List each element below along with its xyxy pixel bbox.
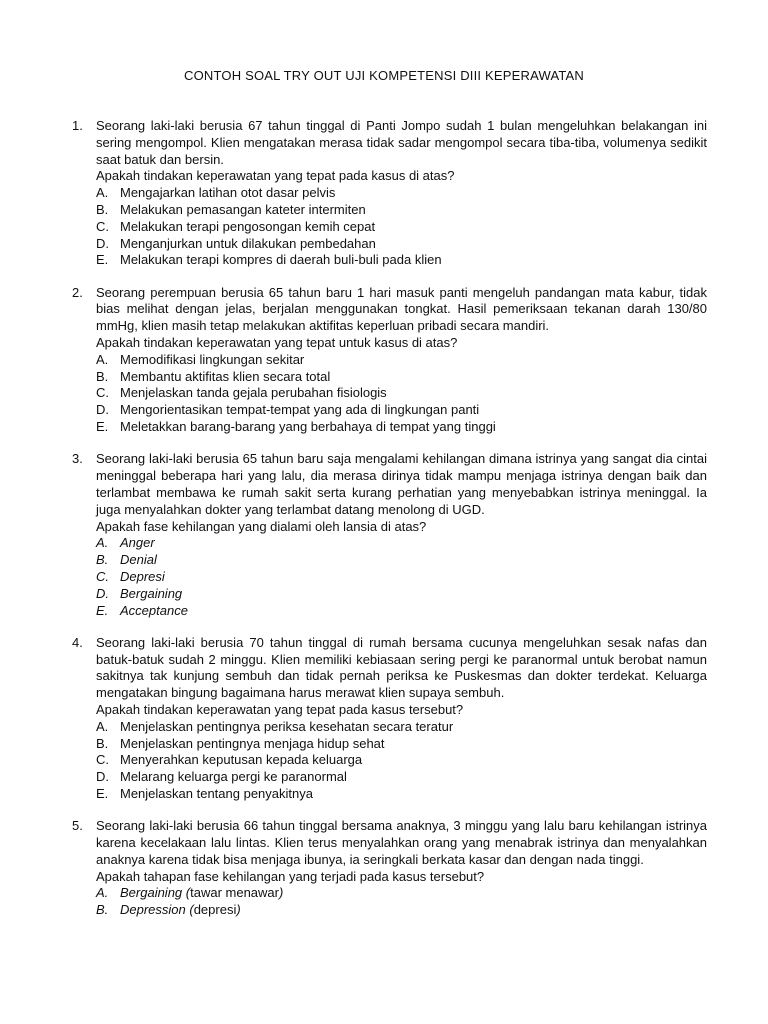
option-letter: C. — [96, 385, 109, 401]
option-text: Denial — [120, 552, 157, 568]
option-text: Anger — [120, 535, 155, 551]
question-stem: Seorang laki-laki berusia 67 tahun tinggal di Panti Jompo sudah 1 bulan mengeluhkan belakangan ini sering mengompol. Klien mengatakan merasa tidak sadar mengompol secara tiba-tiba, volumenya sedikit saat batuk dan bersin. — [96, 118, 707, 167]
option-letter: A. — [96, 185, 109, 201]
option-c — [96, 219, 707, 236]
option-letter: A. — [96, 885, 109, 901]
option-a — [96, 185, 707, 202]
option-b — [96, 552, 707, 569]
option-a — [96, 885, 707, 902]
option-letter: D. — [96, 585, 109, 601]
option-letter: E. — [96, 252, 109, 268]
option-text: Menyerahkan keputusan kepada keluarga — [120, 752, 363, 768]
option-text: Acceptance — [120, 602, 188, 618]
option-text: Bergaining ( — [120, 885, 191, 901]
option-text: Depression ( — [120, 902, 194, 918]
option-a — [96, 719, 707, 736]
option-b — [96, 369, 707, 386]
option-letter: D. — [96, 402, 109, 418]
question-number: 2. — [72, 284, 83, 300]
question-number: 1. — [72, 118, 83, 133]
option-close: ) — [236, 902, 241, 918]
question-prompt: Apakah tindakan keperawatan yang tepat untuk kasus di atas? — [96, 335, 458, 351]
option-e — [96, 419, 707, 436]
option-a — [96, 352, 707, 369]
option-text: Melakukan pemasangan kateter intermiten — [120, 201, 366, 217]
option-letter: B. — [96, 552, 109, 568]
option-text: Menjelaskan tanda gejala perubahan fisiologis — [120, 385, 387, 401]
option-letter: B. — [96, 201, 109, 217]
option-letter: C. — [96, 568, 109, 584]
option-letter: B. — [96, 902, 109, 918]
option-letter: E. — [96, 419, 109, 435]
option-d — [96, 236, 707, 253]
option-letter: D. — [96, 769, 109, 785]
option-note: tawar menawar — [190, 885, 279, 901]
option-d — [96, 769, 707, 786]
option-close: ) — [278, 885, 284, 901]
question-stem: Seorang laki-laki berusia 66 tahun tinggal bersama anaknya, 3 minggu yang lalu baru kehilangan istrinya karena kecelakaan lalu lintas. Klien terus menyalahkan orang yang menabrak istrinya dan menyalahkan anaknya karena tidak bisa menjaga ibunya, ia seringkali berkata kasar dan dengan nada tinggi. — [96, 818, 707, 867]
option-note: depresi — [193, 902, 237, 918]
option-text: Mengajarkan latihan otot dasar pelvis — [120, 185, 336, 201]
option-b — [96, 736, 707, 753]
question-number: 4. — [72, 634, 83, 650]
option-text: Menjelaskan pentingnya periksa kesehatan secara teratur — [120, 718, 454, 734]
option-letter: E. — [96, 785, 109, 801]
option-c — [96, 385, 707, 402]
option-a — [96, 535, 707, 552]
option-text: Mengorientasikan tempat-tempat yang ada di lingkungan panti — [120, 402, 480, 418]
option-c — [96, 752, 707, 769]
option-letter: C. — [96, 752, 109, 768]
option-text: Depresi — [120, 568, 165, 584]
question-list — [72, 118, 707, 935]
option-text: Menjelaskan tentang penyakitnya — [120, 785, 313, 801]
option-e — [96, 786, 707, 803]
question-1 — [72, 118, 707, 269]
question-stem: Seorang laki-laki berusia 65 tahun baru saja mengalami kehilangan dimana istrinya yang sangat dia cintai meninggal beberapa hari yang lalu, dia merasa dirinya tidak mampu menjaga istrinya dengan baik dan terlambat membawa ke rumah sakit serta kurang perhatian yang menyebabkan istrinya meninggal. Ia juga menyalahkan dokter yang terlambat datang menolong di UGD. — [96, 451, 707, 517]
option-e — [96, 252, 707, 269]
option-letter: D. — [96, 235, 109, 251]
option-b — [96, 202, 707, 219]
question-prompt: Apakah fase kehilangan yang dialami oleh lansia di atas? — [96, 518, 427, 534]
option-letter: E. — [96, 602, 109, 618]
option-letter: B. — [96, 735, 109, 751]
option-text: Meletakkan barang-barang yang berbahaya di tempat yang tinggi — [120, 419, 496, 435]
option-text: Bergaining — [120, 585, 183, 601]
option-e — [96, 603, 707, 620]
option-letter: B. — [96, 368, 109, 384]
option-letter: C. — [96, 218, 109, 234]
option-text: Membantu aktifitas klien secara total — [120, 368, 331, 384]
question-4 — [72, 635, 707, 803]
document-title: CONTOH SOAL TRY OUT UJI KOMPETENSI DIII KEPERAWATAN — [183, 68, 585, 83]
option-d — [96, 402, 707, 419]
question-stem: Seorang perempuan berusia 65 tahun baru 1 hari masuk panti mengeluh pandangan mata kabur, tidak bias melihat dengan jelas, berjalan menggunakan tongkat. Hasil pemeriksaan tekanan darah 130/80 mmHg, klien masih tetap melakukan aktifitas keperluan pribadi secara mandiri. — [96, 284, 707, 334]
question-stem: Seorang laki-laki berusia 70 tahun tinggal di rumah bersama cucunya mengeluhkan sesak nafas dan batuk-batuk sudah 2 minggu. Klien memiliki kebiasaan sering pergi ke paranormal untuk berobat namun sakitnya tak kunjung sembuh dan tidak pernah periksa ke Puskesmas dan dokter terdekat. Keluarga mengatakan bingung bagaimana harus merawat klien supaya sembuh. — [96, 634, 707, 701]
option-text: Memodifikasi lingkungan sekitar — [120, 351, 305, 367]
option-letter: A. — [96, 535, 109, 551]
question-5 — [72, 818, 707, 919]
option-letter: A. — [96, 718, 109, 734]
option-c — [96, 569, 707, 586]
question-3 — [72, 451, 707, 619]
option-b — [96, 902, 707, 919]
option-text: Melakukan terapi kompres di daerah buli-buli pada klien — [120, 252, 442, 268]
option-text: Melarang keluarga pergi ke paranormal — [120, 769, 347, 785]
question-prompt: Apakah tindakan keperawatan yang tepat pada kasus tersebut? — [96, 702, 464, 717]
option-text: Menganjurkan untuk dilakukan pembedahan — [120, 235, 376, 251]
question-prompt: Apakah tahapan fase kehilangan yang terjadi pada kasus tersebut? — [96, 868, 485, 884]
question-number: 5. — [72, 818, 83, 834]
option-d — [96, 586, 707, 603]
question-prompt: Apakah tindakan keperawatan yang tepat pada kasus di atas? — [96, 168, 455, 184]
option-text: Menjelaskan pentingnya menjaga hidup sehat — [120, 735, 385, 751]
option-text: Melakukan terapi pengosongan kemih cepat — [120, 218, 376, 234]
question-number: 3. — [72, 451, 83, 467]
option-letter: A. — [96, 351, 109, 367]
question-2 — [72, 285, 707, 436]
